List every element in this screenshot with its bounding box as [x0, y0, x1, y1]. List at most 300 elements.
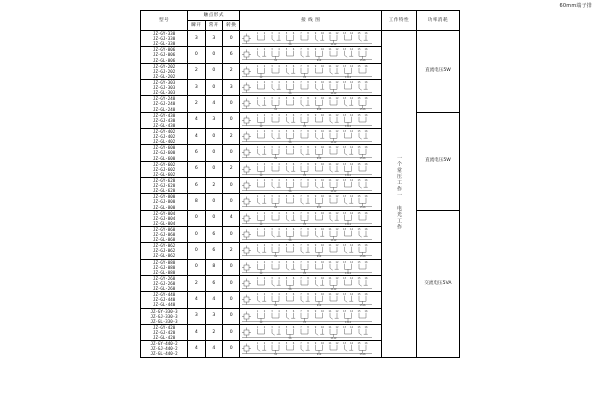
svg-text:6: 6 [293, 244, 295, 248]
svg-text:12: 12 [259, 320, 263, 324]
svg-text:1: 1 [257, 32, 259, 36]
svg-text:3: 3 [271, 32, 274, 36]
svg-text:1314: 1314 [345, 173, 352, 177]
svg-text:5: 5 [286, 309, 288, 313]
svg-text:10: 10 [321, 162, 325, 166]
svg-text:4: 4 [278, 64, 281, 68]
svg-text:12: 12 [259, 222, 263, 226]
cell-contact-0: 0 [188, 210, 205, 226]
svg-text:10: 10 [321, 195, 325, 199]
svg-text:5: 5 [286, 293, 288, 297]
svg-text:7: 7 [300, 130, 303, 134]
svg-text:13: 13 [343, 162, 347, 166]
svg-text:4: 4 [278, 293, 281, 297]
svg-text:12: 12 [335, 293, 339, 297]
cell-contact-0: 0 [188, 259, 205, 275]
svg-text:16: 16 [364, 113, 368, 117]
svg-text:16: 16 [364, 211, 368, 215]
svg-text:1112: 1112 [330, 141, 337, 145]
model-code: JZ-GY-080 [152, 259, 176, 265]
svg-text:7: 7 [300, 326, 303, 330]
svg-text:8: 8 [307, 228, 310, 232]
svg-text:15: 15 [357, 130, 361, 134]
svg-text:8: 8 [307, 244, 310, 248]
svg-text:13: 13 [343, 113, 347, 117]
svg-text:2: 2 [264, 48, 266, 52]
svg-text:2: 2 [264, 211, 266, 215]
cell-model [141, 341, 188, 357]
svg-text:7: 7 [300, 293, 303, 297]
svg-text:56: 56 [288, 239, 292, 243]
svg-text:4: 4 [278, 260, 281, 264]
svg-text:9: 9 [315, 309, 317, 313]
svg-text:34: 34 [274, 255, 278, 259]
svg-text:4: 4 [278, 48, 281, 52]
cell-model [141, 194, 188, 210]
svg-text:910: 910 [317, 304, 322, 308]
cell-contact-0: 3 [188, 79, 205, 95]
header-sub-2: 转换 [223, 21, 240, 31]
svg-text:12: 12 [259, 271, 263, 275]
model-code: JZ-GY-620 [152, 177, 176, 183]
cell-model [141, 31, 188, 47]
svg-text:1516: 1516 [359, 206, 366, 210]
svg-text:5: 5 [286, 113, 288, 117]
svg-text:12: 12 [335, 146, 339, 150]
cell-wiring-diagram [240, 47, 382, 63]
svg-text:9: 9 [315, 260, 317, 264]
svg-text:11: 11 [328, 342, 332, 346]
svg-text:4: 4 [278, 228, 281, 232]
svg-text:2: 2 [264, 326, 266, 330]
cell-wiring-diagram [240, 31, 382, 47]
svg-text:16: 16 [364, 48, 368, 52]
svg-text:1: 1 [257, 277, 259, 281]
svg-text:5: 5 [286, 195, 288, 199]
svg-text:12: 12 [335, 48, 339, 52]
svg-text:11: 11 [328, 48, 332, 52]
svg-text:1: 1 [257, 244, 259, 248]
svg-text:8: 8 [307, 81, 310, 85]
cell-contact-1: 6 [205, 226, 222, 242]
svg-text:5: 5 [286, 64, 288, 68]
power-label: 直流电压5W [425, 68, 451, 74]
svg-text:6: 6 [293, 130, 295, 134]
svg-text:10: 10 [321, 130, 325, 134]
svg-text:5: 5 [286, 162, 288, 166]
svg-text:10: 10 [321, 32, 325, 36]
model-code: JZ-GL-062 [152, 253, 176, 259]
svg-text:2: 2 [264, 113, 266, 117]
model-code: JZ-GY-330 [152, 31, 176, 36]
svg-text:6: 6 [293, 228, 295, 232]
svg-text:3: 3 [271, 146, 274, 150]
cell-contact-0: 2 [188, 275, 205, 291]
svg-text:9: 9 [315, 162, 317, 166]
svg-text:15: 15 [357, 244, 361, 248]
svg-text:12: 12 [335, 342, 339, 346]
model-code: JZ-GY-602 [152, 161, 176, 167]
cell-contact-1: 0 [205, 128, 222, 144]
svg-text:9: 9 [315, 81, 317, 85]
cell-contact-0: 2 [188, 96, 205, 112]
svg-text:13: 13 [343, 293, 347, 297]
cell-contact-0: 4 [188, 292, 205, 308]
model-code: JZ-GJ-330-3 [150, 313, 178, 319]
cell-contact-2: 6 [223, 47, 240, 63]
svg-text:9: 9 [315, 97, 317, 101]
cell-contact-0: 3 [188, 31, 205, 47]
header-model: 型号 [141, 11, 188, 31]
svg-text:12: 12 [335, 130, 339, 134]
svg-text:910: 910 [317, 157, 322, 161]
svg-text:7: 7 [300, 195, 303, 199]
svg-text:6: 6 [293, 146, 295, 150]
svg-text:56: 56 [288, 43, 292, 47]
svg-text:6: 6 [293, 260, 295, 264]
model-code: JZ-GJ-062 [152, 248, 176, 254]
svg-text:7: 7 [300, 179, 303, 183]
svg-text:16: 16 [364, 260, 368, 264]
svg-text:12: 12 [335, 195, 339, 199]
cell-contact-1: 4 [205, 292, 222, 308]
svg-text:1: 1 [257, 113, 259, 117]
svg-text:15: 15 [357, 342, 361, 346]
svg-text:13: 13 [343, 342, 347, 346]
svg-text:14: 14 [350, 162, 354, 166]
svg-text:13: 13 [343, 260, 347, 264]
svg-text:7: 7 [300, 146, 303, 150]
cell-contact-1: 6 [205, 275, 222, 291]
svg-text:14: 14 [350, 342, 354, 346]
cell-model [141, 63, 188, 79]
svg-text:1314: 1314 [345, 76, 352, 79]
model-code: JZ-GJ-600 [152, 150, 176, 156]
svg-text:15: 15 [357, 162, 361, 166]
table-row [141, 31, 460, 47]
svg-text:10: 10 [321, 260, 325, 264]
cell-contact-2: 2 [223, 63, 240, 79]
cell-contact-0: 8 [188, 194, 205, 210]
cell-contact-1: 0 [205, 194, 222, 210]
svg-text:1516: 1516 [359, 108, 366, 112]
model-code: JZ-GJ-602 [152, 166, 176, 172]
svg-text:2: 2 [264, 97, 266, 101]
svg-text:5: 5 [286, 32, 288, 36]
cell-contact-1: 0 [205, 47, 222, 63]
model-code: JZ-GY-430 [152, 112, 176, 118]
svg-text:15: 15 [357, 211, 361, 215]
svg-text:15: 15 [357, 309, 361, 313]
svg-text:14: 14 [350, 211, 354, 215]
svg-text:6: 6 [293, 32, 295, 36]
svg-text:11: 11 [328, 293, 332, 297]
cell-contact-2: 0 [223, 194, 240, 210]
svg-text:10: 10 [321, 326, 325, 330]
cell-characteristic: 一个常压工作一 电光工作 [381, 31, 416, 358]
svg-text:3: 3 [271, 48, 274, 52]
svg-text:16: 16 [364, 162, 368, 166]
model-code: JZ-GL-430 [152, 122, 176, 128]
svg-text:910: 910 [317, 353, 322, 357]
cell-contact-0: 2 [188, 63, 205, 79]
svg-text:11: 11 [328, 195, 332, 199]
model-code: JZ-GL-600 [152, 155, 176, 161]
svg-text:13: 13 [343, 130, 347, 134]
svg-text:12: 12 [335, 277, 339, 281]
svg-text:15: 15 [357, 48, 361, 52]
model-code: JZ-GY-060 [152, 226, 176, 232]
svg-text:13: 13 [343, 326, 347, 330]
cell-wiring-diagram [240, 194, 382, 210]
model-code: JZ-GY-330-3 [150, 308, 178, 314]
svg-text:15: 15 [357, 326, 361, 330]
cell-contact-2: 0 [223, 324, 240, 340]
svg-text:10: 10 [321, 277, 325, 281]
model-code: JZ-GJ-402 [152, 134, 176, 140]
svg-text:10: 10 [321, 81, 325, 85]
svg-text:34: 34 [274, 108, 278, 112]
model-code: JZ-GJ-620 [152, 183, 176, 189]
cell-contact-0: 0 [188, 243, 205, 259]
svg-text:13: 13 [343, 81, 347, 85]
cell-contact-2: 0 [223, 292, 240, 308]
cell-contact-2: 0 [223, 341, 240, 357]
svg-text:12: 12 [335, 326, 339, 330]
cell-contact-2: 2 [223, 243, 240, 259]
cell-model [141, 177, 188, 193]
svg-text:3: 3 [271, 97, 274, 101]
svg-text:16: 16 [364, 228, 368, 232]
svg-text:10: 10 [321, 146, 325, 150]
cell-contact-2: 0 [223, 275, 240, 291]
svg-text:8: 8 [307, 342, 310, 346]
svg-text:4: 4 [278, 326, 281, 330]
cell-contact-0: 0 [188, 47, 205, 63]
svg-text:2: 2 [264, 179, 266, 183]
svg-text:2: 2 [264, 309, 266, 313]
svg-text:6: 6 [293, 48, 295, 52]
svg-text:13: 13 [343, 309, 347, 313]
svg-text:14: 14 [350, 293, 354, 297]
svg-text:6: 6 [293, 81, 295, 85]
svg-text:14: 14 [350, 113, 354, 117]
cell-contact-2: 0 [223, 308, 240, 324]
svg-text:5: 5 [286, 97, 288, 101]
cell-contact-1: 2 [205, 177, 222, 193]
svg-text:10: 10 [321, 48, 325, 52]
svg-text:5: 5 [286, 260, 288, 264]
svg-text:4: 4 [278, 162, 281, 166]
svg-text:1: 1 [257, 81, 259, 85]
cell-wiring-diagram [240, 292, 382, 308]
svg-text:1516: 1516 [359, 304, 366, 308]
svg-text:3: 3 [271, 260, 274, 264]
svg-text:12: 12 [335, 211, 339, 215]
svg-text:16: 16 [364, 81, 368, 85]
svg-text:7: 7 [300, 32, 303, 36]
svg-text:12: 12 [335, 244, 339, 248]
svg-text:11: 11 [328, 309, 332, 313]
cell-model [141, 210, 188, 226]
cell-wiring-diagram [240, 324, 382, 340]
svg-text:14: 14 [350, 48, 354, 52]
header-wiring: 接 线 图 [240, 11, 382, 31]
svg-text:8: 8 [307, 146, 310, 150]
cell-model [141, 161, 188, 177]
model-code: JZ-GL-402 [152, 139, 176, 145]
cell-model [141, 243, 188, 259]
svg-text:78: 78 [303, 320, 307, 324]
cell-contact-1: 2 [205, 324, 222, 340]
cell-wiring-diagram [240, 128, 382, 144]
svg-text:11: 11 [328, 326, 332, 330]
svg-text:11: 11 [328, 228, 332, 232]
svg-text:6: 6 [293, 309, 295, 313]
svg-text:5: 5 [286, 130, 288, 134]
cell-contact-0: 6 [188, 161, 205, 177]
svg-text:6: 6 [293, 113, 295, 117]
cell-contact-2: 0 [223, 112, 240, 128]
svg-text:10: 10 [321, 342, 325, 346]
svg-text:9: 9 [315, 244, 317, 248]
model-code: JZ-GY-440-2 [150, 341, 178, 347]
model-code: JZ-GY-800 [152, 194, 176, 200]
cell-wiring-diagram [240, 226, 382, 242]
svg-text:10: 10 [321, 97, 325, 101]
svg-text:7: 7 [300, 342, 303, 346]
svg-text:9: 9 [315, 179, 317, 183]
svg-text:78: 78 [303, 76, 307, 79]
svg-text:12: 12 [335, 260, 339, 264]
svg-text:1314: 1314 [345, 222, 352, 226]
svg-text:7: 7 [300, 244, 303, 248]
svg-text:910: 910 [317, 206, 322, 210]
model-code: JZ-GY-420 [152, 324, 176, 330]
svg-text:34: 34 [274, 206, 278, 210]
svg-text:14: 14 [350, 326, 354, 330]
svg-text:9: 9 [315, 326, 317, 330]
svg-text:14: 14 [350, 228, 354, 232]
svg-text:6: 6 [293, 326, 295, 330]
cell-wiring-diagram [240, 63, 382, 79]
cell-contact-2: 0 [223, 226, 240, 242]
svg-text:16: 16 [364, 342, 368, 346]
svg-text:3: 3 [271, 244, 274, 248]
svg-text:9: 9 [315, 113, 317, 117]
model-code: JZ-GL-602 [152, 171, 176, 177]
cell-wiring-diagram [240, 243, 382, 259]
cell-contact-1: 8 [205, 259, 222, 275]
model-code: JZ-GL-006 [152, 57, 176, 63]
svg-text:12: 12 [335, 228, 339, 232]
svg-text:78: 78 [303, 271, 307, 275]
svg-text:9: 9 [315, 293, 317, 297]
svg-text:1314: 1314 [345, 124, 352, 128]
svg-text:14: 14 [350, 32, 354, 36]
svg-text:8: 8 [307, 162, 310, 166]
svg-text:7: 7 [300, 228, 303, 232]
svg-text:8: 8 [307, 179, 310, 183]
header-characteristic: 工作特性 [381, 11, 416, 31]
cell-contact-0: 4 [188, 341, 205, 357]
svg-text:13: 13 [343, 32, 347, 36]
svg-text:10: 10 [321, 179, 325, 183]
svg-text:12: 12 [335, 179, 339, 183]
svg-text:3: 3 [271, 81, 274, 85]
svg-text:6: 6 [293, 64, 295, 68]
model-code: JZ-GJ-080 [152, 264, 176, 270]
svg-text:8: 8 [307, 211, 310, 215]
terminal-note: 60mm端子排 [559, 3, 592, 9]
svg-text:11: 11 [328, 81, 332, 85]
specification-table [140, 10, 460, 358]
svg-text:1: 1 [257, 326, 259, 330]
svg-text:7: 7 [300, 113, 303, 117]
cell-contact-1: 4 [205, 96, 222, 112]
model-code: JZ-GL-420 [152, 335, 176, 341]
svg-text:3: 3 [271, 293, 274, 297]
model-code: JZ-GJ-004 [152, 215, 176, 221]
svg-text:56: 56 [288, 288, 292, 292]
svg-text:2: 2 [264, 32, 266, 36]
model-code: JZ-GL-330-3 [150, 318, 178, 324]
svg-text:15: 15 [357, 113, 361, 117]
svg-text:13: 13 [343, 97, 347, 101]
model-code: JZ-GL-440 [152, 302, 176, 308]
svg-text:34: 34 [274, 157, 278, 161]
cell-model [141, 128, 188, 144]
svg-text:9: 9 [315, 342, 317, 346]
svg-text:14: 14 [350, 179, 354, 183]
svg-text:3: 3 [271, 179, 274, 183]
cell-model [141, 79, 188, 95]
svg-text:1516: 1516 [359, 353, 366, 357]
svg-text:11: 11 [328, 162, 332, 166]
svg-text:9: 9 [315, 130, 317, 134]
model-code: JZ-GJ-060 [152, 232, 176, 238]
model-code: JZ-GL-004 [152, 220, 176, 226]
model-code: JZ-GL-440-2 [150, 351, 178, 357]
svg-text:2: 2 [264, 146, 266, 150]
svg-text:9: 9 [315, 211, 317, 215]
svg-text:5: 5 [286, 228, 288, 232]
svg-text:10: 10 [321, 113, 325, 117]
svg-text:8: 8 [307, 113, 310, 117]
model-code: JZ-GY-303 [152, 79, 176, 85]
svg-text:1: 1 [257, 130, 259, 134]
model-code: JZ-GY-062 [152, 243, 176, 249]
svg-text:12: 12 [259, 173, 263, 177]
svg-text:12: 12 [335, 309, 339, 313]
svg-text:16: 16 [364, 326, 368, 330]
cell-contact-1: 3 [205, 31, 222, 47]
cell-contact-1: 0 [205, 145, 222, 161]
svg-text:9: 9 [315, 146, 317, 150]
cell-model [141, 259, 188, 275]
svg-text:3: 3 [271, 211, 274, 215]
svg-text:5: 5 [286, 179, 288, 183]
svg-text:1112: 1112 [330, 239, 337, 243]
svg-text:11: 11 [328, 32, 332, 36]
svg-text:12: 12 [335, 113, 339, 117]
svg-text:12: 12 [335, 81, 339, 85]
svg-text:4: 4 [278, 342, 281, 346]
cell-contact-1: 4 [205, 341, 222, 357]
svg-text:8: 8 [307, 64, 310, 68]
svg-text:34: 34 [274, 59, 278, 63]
svg-text:10: 10 [321, 309, 325, 313]
